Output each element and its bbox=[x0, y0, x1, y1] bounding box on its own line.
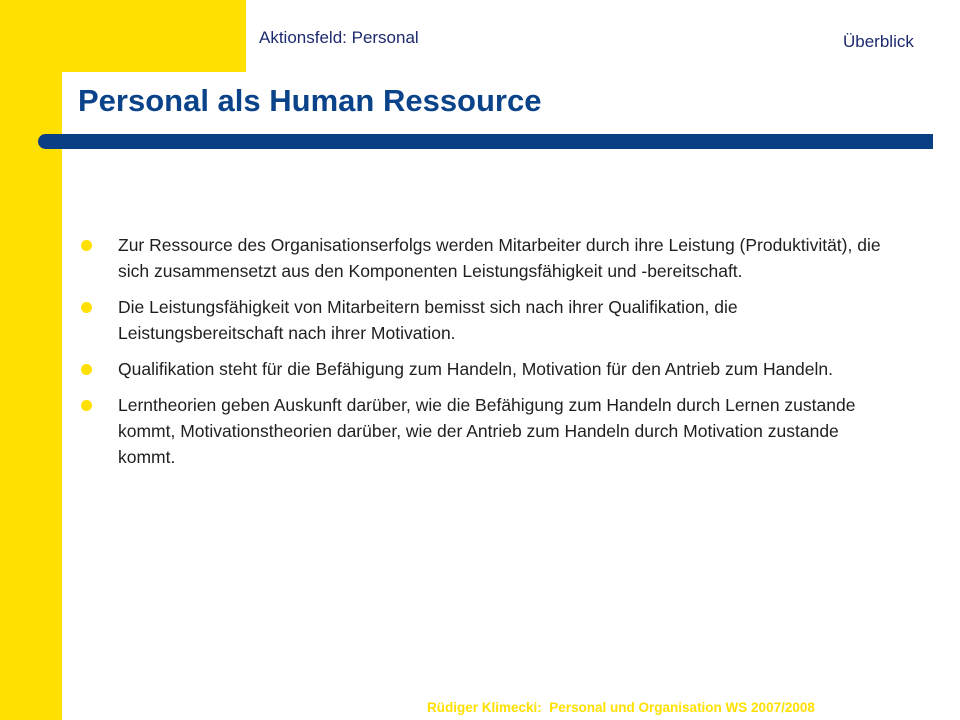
footer-text: Rüdiger Klimecki: Personal und Organisation WS 2007/2008 bbox=[427, 700, 815, 715]
bullet-dot-icon bbox=[81, 240, 92, 251]
bullet-text: Qualifikation steht für die Befähigung zum Handeln, Motivation für den Antrieb zum Handeln. bbox=[118, 359, 833, 379]
bullet-text: Zur Ressource des Organisationserfolgs werden Mitarbeiter durch ihre Leistung (Produktivität), die sich zusammensetzt aus den Komponenten Leistungsfähigkeit und -bereitschaft. bbox=[118, 235, 881, 281]
bullet-item bbox=[80, 294, 900, 346]
bullet-list bbox=[80, 232, 900, 480]
bullet-item bbox=[80, 232, 900, 284]
bullet-text: Lerntheorien geben Auskunft darüber, wie die Befähigung zum Handeln durch Lernen zustande kommt, Motivationstheorien darüber, wie der Antrieb zum Handeln durch Motivation zustande kommt. bbox=[118, 395, 856, 467]
bullet-item bbox=[80, 392, 900, 470]
yellow-sidebar bbox=[0, 0, 62, 720]
overview-link[interactable]: Überblick bbox=[843, 32, 914, 51]
section-label: Aktionsfeld: Personal bbox=[259, 28, 419, 47]
bullet-dot-icon bbox=[81, 400, 92, 411]
title-divider-bar bbox=[38, 134, 933, 149]
bullet-dot-icon bbox=[81, 364, 92, 375]
bullet-item bbox=[80, 356, 900, 382]
yellow-header-tab bbox=[62, 0, 246, 72]
slide-title: Personal als Human Ressource bbox=[78, 83, 542, 118]
bullet-dot-icon bbox=[81, 302, 92, 313]
bullet-text: Die Leistungsfähigkeit von Mitarbeitern bemisst sich nach ihrer Qualifikation, die Leistungsbereitschaft nach ihrer Motivation. bbox=[118, 297, 738, 343]
